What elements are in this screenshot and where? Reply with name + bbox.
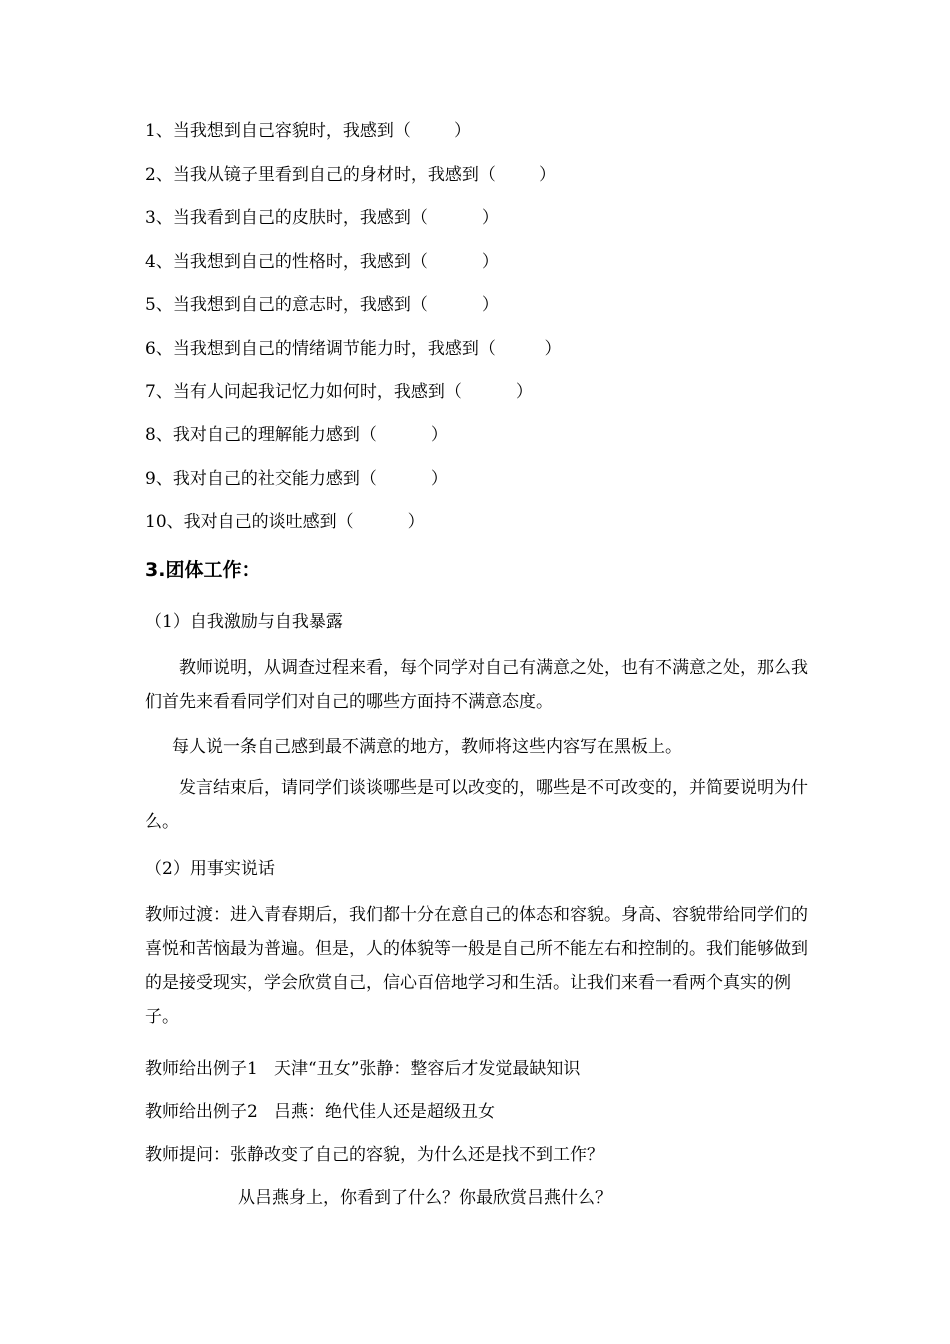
question-item: 7、当有人问起我记忆力如何时，我感到（ ） xyxy=(145,382,533,402)
example-line: 教师给出例子1 天津“丑女”张静：整容后才发觉最缺知识 xyxy=(145,1059,581,1079)
example-line: 教师给出例子2 吕燕：绝代佳人还是超级丑女 xyxy=(145,1102,496,1122)
question-item: 6、当我想到自己的情绪调节能力时，我感到（ ） xyxy=(145,339,562,359)
question-line: 从吕燕身上，你看到了什么？你最欣赏吕燕什么？ xyxy=(238,1188,612,1208)
question-item: 1、当我想到自己容貌时，我感到（ ） xyxy=(145,121,472,141)
paragraph: 教师说明，从调查过程来看，每个同学对自己有满意之处，也有不满意之处，那么我们首先来看看同学们对自己的哪些方面持不满意态度。 xyxy=(145,658,808,712)
question-item: 9、我对自己的社交能力感到（ ） xyxy=(145,469,448,489)
question-item: 5、当我想到自己的意志时，我感到（ ） xyxy=(145,295,499,315)
paragraph: 教师过渡：进入青春期后，我们都十分在意自己的体态和容貌。身高、容貌带给同学们的喜悦和苦恼最为普遍。但是，人的体貌等一般是自己所不能左右和控制的。我们能够做到的是接受现实，学会欣赏自己，信心百倍地学习和生活。让我们来看一看两个真实的例子。 xyxy=(145,905,808,1027)
section-heading: 3.团体工作： xyxy=(145,559,261,581)
paragraph: 发言结束后，请同学们谈谈哪些是可以改变的，哪些是不可改变的，并简要说明为什么。 xyxy=(145,778,808,832)
paragraph: 每人说一条自己感到最不满意的地方，教师将这些内容写在黑板上。 xyxy=(172,737,682,757)
question-item: 10、我对自己的谈吐感到（ ） xyxy=(145,512,425,532)
question-line: 教师提问：张静改变了自己的容貌，为什么还是找不到工作？ xyxy=(145,1145,604,1165)
subsection-title: （1）自我激励与自我暴露 xyxy=(145,612,343,632)
question-item: 3、当我看到自己的皮肤时，我感到（ ） xyxy=(145,208,499,228)
question-item: 4、当我想到自己的性格时，我感到（ ） xyxy=(145,252,499,272)
question-item: 8、我对自己的理解能力感到（ ） xyxy=(145,425,448,445)
question-item: 2、当我从镜子里看到自己的身材时，我感到（ ） xyxy=(145,165,557,185)
subsection-title: （2）用事实说话 xyxy=(145,859,275,879)
